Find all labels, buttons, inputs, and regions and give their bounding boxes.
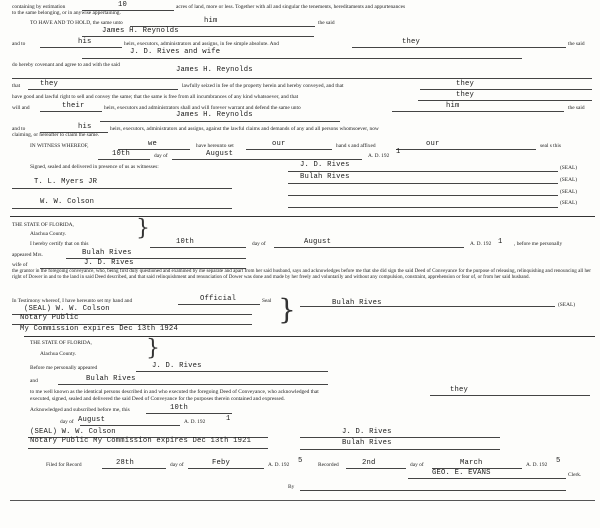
recorded-ad: A. D. 192 [526, 462, 548, 468]
ack1-notary-signature: (SEAL) W. W. Colson [24, 305, 110, 313]
they-1: they [402, 38, 421, 46]
they-2: they [40, 80, 59, 88]
ack2-and: and [30, 378, 38, 384]
signature-line [300, 449, 500, 450]
filed-day: 28th [116, 459, 135, 467]
him-2: him [446, 102, 460, 110]
witness-2-name: W. W. Colson [40, 198, 95, 206]
underline [274, 247, 464, 248]
his-2: his [78, 123, 92, 131]
ack2-name-1: J. D. Rives [152, 362, 202, 370]
ack2-they: they [450, 386, 469, 394]
ack2-month: August [78, 416, 106, 424]
ack2-county: Alachua County. [40, 351, 77, 357]
deed-day: 10th [112, 150, 131, 158]
seal-2: (SEAL) [560, 177, 578, 183]
signature-line [288, 207, 558, 208]
underline [28, 89, 178, 90]
ack1-testimony: In Testimony whereof, I have hereunto set my hand and [12, 298, 133, 304]
recorded-year: 5 [556, 457, 561, 465]
ack1-commission-line [0, 325, 600, 336]
underline [82, 36, 314, 37]
ack1-day: 10th [176, 238, 195, 246]
signature-bulah: Bulah Rives [300, 173, 350, 181]
grantee-name-line-2 [0, 66, 600, 77]
warrant-text: heirs, executors and administrators shall and will forever warrant and defend the same unto [104, 105, 301, 111]
witness-2-line [0, 196, 600, 207]
ack1-wife-name: Bulah Rives [82, 249, 132, 257]
ack2-state: THE STATE OF FLORIDA, [30, 340, 92, 346]
ack1-seal-word: Seal [262, 298, 272, 304]
hands-affixed-label: hand s and affixed [336, 143, 376, 149]
hereunto-set-label: have hereunto set [196, 143, 234, 149]
ack1-husband: J. D. Rives [84, 259, 134, 267]
seal-4: (SEAL) [560, 200, 578, 206]
the-said-label: the said [318, 20, 335, 26]
ack2-before-me: Before me personally appeared [30, 365, 98, 371]
filed-ad: A. D. 192 [268, 462, 290, 468]
acreage-value: 10 [118, 1, 128, 9]
ack1-day-of: day of [252, 241, 266, 247]
ack2-sig-bulah: Bulah Rives [342, 439, 392, 447]
signed-text: Signed, sealed and delivered in presence of us as witnesses: [30, 164, 159, 170]
ack2-body-line-2 [0, 393, 600, 404]
his-1: his [78, 38, 92, 46]
seals-this-label: seal s this [540, 143, 561, 149]
acreage-label: containing by estimation [12, 4, 66, 10]
filed-day-of: day of [170, 462, 184, 468]
ack1-before-me: , before me personally [514, 241, 563, 247]
clerk-label: Clerk. [568, 472, 582, 478]
our-2: our [426, 140, 440, 148]
underline [300, 490, 566, 491]
underline [12, 78, 592, 79]
ack1-appeared: appeared Mrs. [12, 252, 43, 258]
they-3: they [456, 80, 475, 88]
page-bottom-border [10, 500, 595, 501]
ack2-county-line [0, 349, 600, 360]
ack1-county: Alachua County. [30, 231, 67, 237]
brace: } [146, 336, 160, 361]
claims-text: heirs, executors, administrators and assigns, against the lawful claims and demands of any and all persons whomsoever, now [110, 126, 379, 132]
ack1-commission: My Commission expires Dec 13th 1924 [20, 325, 178, 333]
deed-year: 1 [396, 148, 401, 156]
underline [146, 413, 232, 414]
by-label: By [288, 484, 295, 490]
ack2-body: to me well known as the identical persons described in and who executed the foregoing Deed of Conveyance, who acknowledged that [30, 389, 319, 395]
seal-1: (SEAL) [560, 165, 578, 171]
underline [82, 58, 522, 59]
ack1-state: THE STATE OF FLORIDA, [12, 222, 74, 228]
ack1-wife-of: wife of [12, 262, 28, 268]
signature-rives: J. D. Rives [300, 161, 350, 169]
grantee-him: him [204, 17, 218, 25]
ack2-body-2: executed, signed, sealed and delivered the said Deed of Conveyance for the purposes therein contained and expressed. [30, 396, 285, 402]
acreage-text: acres of land, more or less. Together with all and singular the tenements, hereditaments and appurtenances [176, 4, 406, 10]
witness-line [12, 208, 232, 209]
ack1-official: Official [200, 295, 237, 303]
ack1-notary-title: Notary Public [20, 314, 79, 322]
covenant-text: do hereby covenant and agree to and with the said [12, 62, 120, 68]
ack1-certify: I hereby certify that on this [30, 241, 89, 247]
section-divider [10, 216, 595, 217]
deed-month: August [206, 150, 234, 158]
underline [100, 121, 340, 122]
underline [98, 159, 150, 160]
day-of-label: day of [154, 153, 168, 159]
underline [420, 89, 592, 90]
ack2-subscribed-line [0, 404, 600, 415]
filed-month: Feby [212, 459, 231, 467]
heirs-text-1: heirs, executors, administrators and assigns, in fee simple absolute. And [124, 41, 279, 47]
ack2-notary-title-line [0, 437, 600, 448]
ack2-year: 1 [226, 415, 231, 423]
ack2-notary-title: Notary Public My Commission expires Dec 13th 1921 [30, 437, 252, 445]
and-to-label: and to [12, 41, 26, 47]
their: their [62, 102, 85, 110]
brace: } [278, 293, 296, 326]
witness-1-name: T. L. Myers JR [34, 178, 98, 186]
underline [418, 100, 592, 101]
ack1-body: the grantor in the foregoing conveyance, who, being first duly questioned and examined by me separate and apart from her said husband, says and acknowledges before me that she did sign the said Deed of Conveyance for the purpose of releasing, relinquishing and renouncing all her right of Dower in and to the land in said Deed described, and that said relinquishment and renunciation of Dower was done and made by her freely and voluntarily and without any compulsion, constraint, apprehension or fear of, or from her said husband. [12, 268, 591, 281]
they-4: they [456, 91, 475, 99]
underline [58, 384, 328, 385]
and-to-label-2: and to [12, 126, 26, 132]
ack2-subscribed: Acknowledged and subscribed before me, this [30, 407, 130, 413]
underline [150, 247, 246, 248]
ack2-name-2: Bulah Rives [86, 375, 136, 383]
ack1-year: 1 [498, 238, 503, 246]
the-said-label-2: the said [568, 41, 585, 47]
ack2-day: 10th [170, 404, 189, 412]
recorded-day-of: day of [410, 462, 424, 468]
signature-line [300, 306, 555, 307]
ad-label: A. D. 192 [368, 153, 390, 159]
will-and-label: will and [12, 105, 30, 111]
good-right-text: have good and lawful right to sell and convey the same; that the same is free from all incumbrances of any kind whatsoever, and that [12, 94, 299, 100]
ack2-notary-signature: (SEAL) W. W. Colson [30, 428, 116, 436]
ack2-day-of: day of [60, 419, 74, 425]
brace: } [136, 216, 150, 241]
we: we [148, 140, 158, 148]
ack2-sig-rives: J. D. Rives [342, 428, 392, 436]
signature-line [288, 183, 558, 184]
underline [172, 159, 362, 160]
grantee-name-3: James H. Reynolds [176, 111, 253, 119]
recorded-label: Recorded [318, 462, 339, 468]
clerk-name: GEO. E. EVANS [432, 469, 491, 477]
filed-for-record-label: Filed for Record [46, 462, 82, 468]
filed-year: 5 [298, 457, 303, 465]
underline [136, 371, 328, 372]
seized-text: lawfully seized in fee of the property herein and hereby conveyed, and that [182, 83, 344, 89]
grantee-name-2: James H. Reynolds [176, 66, 253, 74]
claims-text-2: claiming, or hereafter to claim the same. [12, 132, 100, 138]
habendum-text: TO HAVE AND TO HOLD, the same unto [30, 20, 123, 26]
seal-3: (SEAL) [560, 189, 578, 195]
underline [80, 425, 180, 426]
recorded-month: March [460, 459, 483, 467]
witness-whereof-label: IN WITNESS WHEREOF, [30, 143, 89, 149]
witness-1-line [0, 172, 600, 186]
ack1-month: August [304, 238, 332, 246]
underline [28, 448, 268, 449]
ack1-ad: A. D. 192 [470, 241, 492, 247]
ack1-seal: (SEAL) [558, 302, 576, 308]
ack1-wife-signature: Bulah Rives [332, 299, 382, 307]
underline [408, 478, 566, 479]
that-label: that [12, 83, 21, 89]
the-said-label-3: the said [568, 105, 585, 111]
recorded-day: 2nd [362, 459, 376, 467]
ack2-ad: A. D. 192 [184, 419, 206, 425]
grantor-names: J. D. Rives and wife [130, 48, 221, 56]
our-1: our [272, 140, 286, 148]
ack2-state-line [0, 337, 600, 348]
appurtenance-text: to the same belonging, or in anywise appertaining. [12, 10, 121, 16]
ack2-and-line [0, 373, 600, 384]
grantee-name-1: James H. Reynolds [102, 27, 179, 35]
